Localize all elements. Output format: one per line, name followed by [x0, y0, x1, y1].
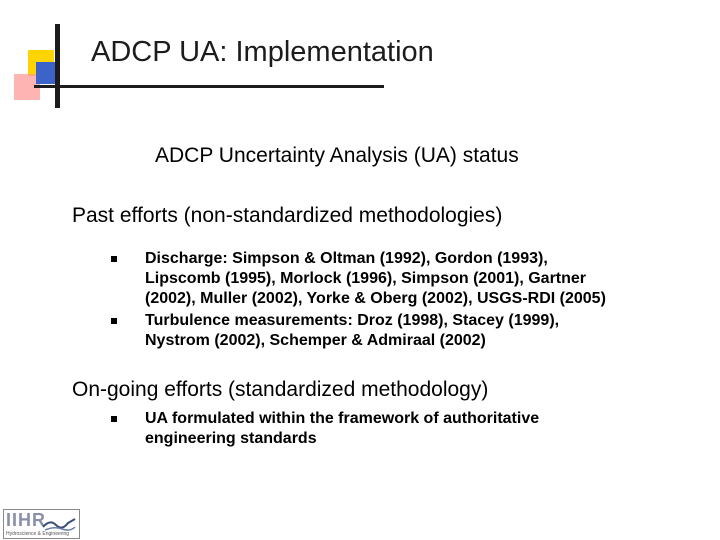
bullet-square-icon: [111, 416, 117, 422]
bullet-text: [145, 409, 539, 449]
iihr-logo: [3, 509, 80, 539]
bullet-square-icon: [111, 256, 117, 262]
section-heading-ongoing: On-going efforts (standardized methodology): [72, 378, 489, 401]
bullet-line: (2002), Muller (2002), Yorke & Oberg (2002), USGS-RDI (2005): [145, 290, 606, 307]
wave-icon: [42, 513, 76, 533]
section-heading-past: Past efforts (non-standardized methodologies): [72, 204, 503, 227]
bullet-line: Turbulence measurements: Droz (1998), Stacey (1999),: [145, 312, 560, 329]
bullet-line: engineering standards: [145, 430, 317, 447]
bullet-text: [145, 249, 606, 309]
bullet-line: Nystrom (2002), Schemper & Admiraal (2002): [145, 332, 486, 349]
bullet-text: [145, 311, 559, 351]
decor-horizontal-rule: [34, 85, 384, 88]
bullet-line: Discharge: Simpson & Oltman (1992), Gordon (1993),: [145, 250, 548, 267]
bullet-line: Lipscomb (1995), Morlock (1996), Simpson (2001), Gartner: [145, 270, 587, 287]
decor-vertical-rule: [55, 24, 60, 108]
slide-title: ADCP UA: Implementation: [91, 36, 434, 68]
logo-text: IIHR: [6, 510, 46, 530]
slide-subtitle: ADCP Uncertainty Analysis (UA) status: [155, 144, 519, 167]
bullet-line: UA formulated within the framework of authoritative: [145, 410, 540, 427]
bullet-square-icon: [111, 318, 117, 324]
logo-subtext: Hydroscience & Engineering: [6, 531, 70, 537]
